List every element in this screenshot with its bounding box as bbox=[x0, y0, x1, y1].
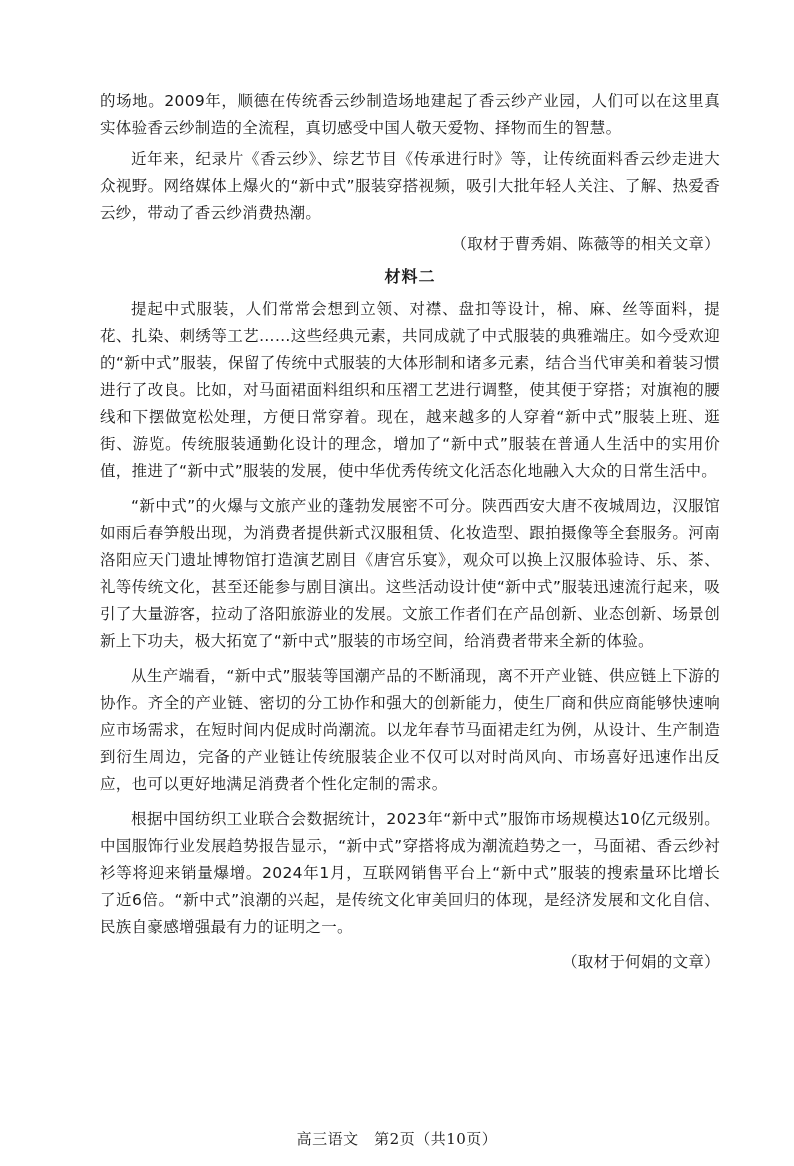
section-heading: 材料二 bbox=[384, 267, 436, 286]
source-citation: （取材于曹秀娟、陈薇等的相关文章） bbox=[451, 235, 720, 253]
page-content bbox=[100, 88, 720, 976]
paragraph: “新中式”的火爆与文旅产业的蓬勃发展密不可分。陕西西安大唐不夜城周边，汉服馆如雨后春笋般出现，为消费者提供新式汉服租赁、化妆造型、跟拍摄像等全套服务。河南洛阳应天门遗址博物馆打造演艺剧目《唐宫乐宴》，观众可以换上汉服体验诗、乐、茶、礼等传统文化，甚至还能参与剧目演出。这些活动设计使“新中式”服装迅速流行起来，吸引了大量游客，拉动了洛阳旅游业的发展。文旅工作者们在产品创新、业态创新、场景创新上下功夫，极大拓宽了“新中式”服装的市场空间，给消费者带来全新的体验。 bbox=[100, 497, 720, 650]
paragraph: 近年来，纪录片《香云纱》、综艺节目《传承进行时》等，让传统面料香云纱走进大众视野。网络媒体上爆火的“新中式”服装穿搭视频，吸引大批年轻人关注、了解、热爱香云纱，带动了香云纱消费热潮。 bbox=[100, 150, 720, 222]
paragraph: 提起中式服装，人们常常会想到立领、对襟、盘扣等设计，棉、麻、丝等面料，提花、扎染、刺绣等工艺……这些经典元素，共同成就了中式服装的典雅端庄。如今受欢迎的“新中式”服装，保留了传统中式服装的大体形制和诸多元素，结合当代审美和着装习惯进行了改良。比如，对马面裙面料组织和压褶工艺进行调整，使其便于穿搭；对旗袍的腰线和下摆做宽松处理，方便日常穿着。现在，越来越多的人穿着“新中式”服装上班、逛街、游览。传统服装通勤化设计的理念，增加了“新中式”服装在普通人生活中的实用价值，推进了“新中式”服装的发展，使中华优秀传统文化活态化地融入大众的日常生活中。 bbox=[100, 300, 720, 480]
paragraph: 根据中国纺织工业联合会数据统计，2023年“新中式”服饰市场规模达10亿元级别。中国服饰行业发展趋势报告显示，“新中式”穿搭将成为潮流趋势之一，马面裙、香云纱衬衫等将迎来销量爆增。2024年1月，互联网销售平台上“新中式”服装的搜索量环比增长了近6倍。“新中式”浪潮的兴起，是传统文化审美回归的体现，是经济发展和文化自信、民族自豪感增强最有力的证明之一。 bbox=[100, 810, 720, 936]
paragraph: 从生产端看，“新中式”服装等国潮产品的不断涌现，离不开产业链、供应链上下游的协作。齐全的产业链、密切的分工协作和强大的创新能力，使生厂商和供应商能够快速响应市场需求，在短时间内促成时尚潮流。以龙年春节马面裙走红为例，从设计、生产制造到衍生周边，完备的产业链让传统服装企业不仅可以对时尚风向、市场喜好迅速作出反应，也可以更好地满足消费者个性化定制的需求。 bbox=[100, 667, 720, 793]
paragraph-continuation: 的场地。2009年，顺德在传统香云纱制造场地建起了香云纱产业园，人们可以在这里真实体验香云纱制造的全流程，真切感受中国人敬天爱物、择物而生的智慧。 bbox=[100, 92, 720, 137]
page-footer: 高三语文 第2页（共10页） bbox=[296, 1130, 498, 1148]
source-citation: （取材于何娟的文章） bbox=[561, 953, 720, 971]
